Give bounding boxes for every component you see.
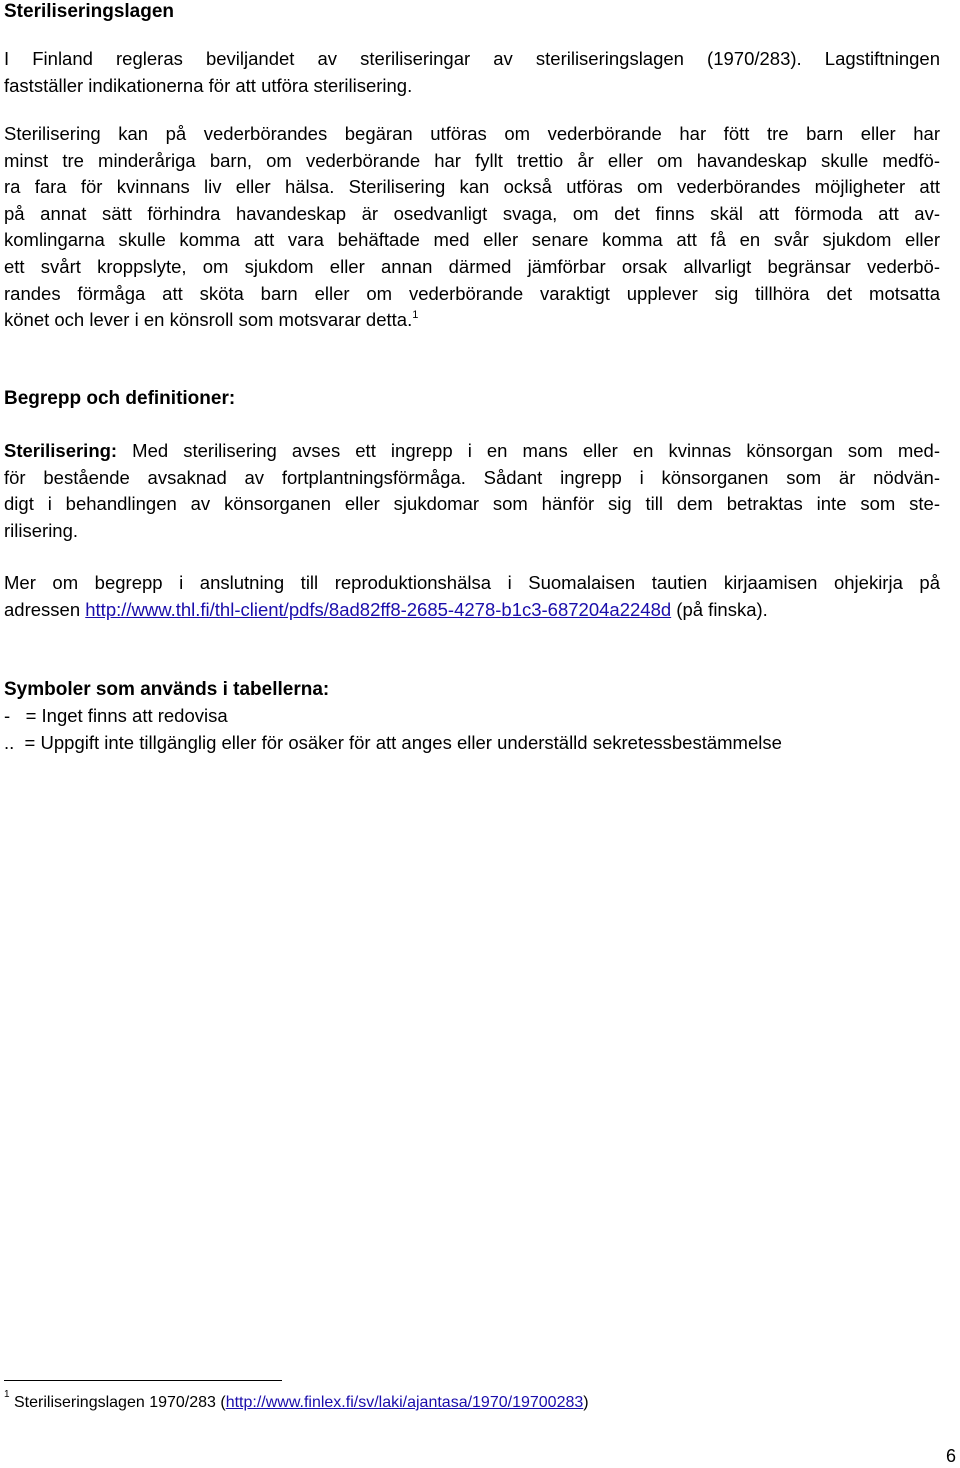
symbol-row-dash: - = Inget finns att redovisa [4,705,228,726]
footnote-reference[interactable]: 1 [412,309,419,322]
text-line [4,438,940,465]
paragraph-indications [4,121,940,334]
footnote-text-suffix: ) [583,1394,589,1411]
paragraph-more-info [4,570,940,623]
paragraph-definition [4,438,940,544]
thl-link[interactable]: http://www.thl.fi/thl-client/pdfs/8ad82ff8-2685-4278-b1c3-687204a2248d [85,598,672,620]
text-line-last [4,307,940,334]
section-heading-steriliseringslagen: Steriliseringslagen [4,1,175,22]
text-line: på annat sätt förhindra havandeskap är osedvanligt svaga, om det finns skäl att förmoda att av- [4,202,940,224]
text-line: rilisering. [4,519,79,541]
text-line: I Finland regleras beviljandet av steriliseringar av steriliseringslagen (1970/283). Lagstiftningen [4,48,940,69]
section-heading-definitions: Begrepp och definitioner: [4,388,236,409]
footnote [4,1389,589,1414]
text-prefix: adressen [4,598,86,620]
section-heading-symbols: Symboler som används i tabellerna: [4,679,330,700]
text-line: randes förmåga att sköta barn eller om vederbörande varaktigt upplever sig tillhöra det motsatta [4,282,940,304]
text-suffix: (på finska). [671,598,768,620]
text-line: Mer om begrepp i anslutning till reproduktionshälsa i Suomalaisen tautien kirjaamisen ohjekirja på [4,572,940,593]
paragraph-intro [4,46,940,99]
finlex-link[interactable]: http://www.finlex.fi/sv/laki/ajantasa/1970/19700283 [225,1394,584,1411]
text-line: ra fara för kvinnans liv eller hälsa. Sterilisering kan också utföras om vederbörandes möjligheter att [4,176,940,198]
footnote-number: 1 [4,1389,10,1400]
text-line: komlingarna skulle komma att vara behäftade med eller senare komma att få en svår sjukdom eller [4,229,940,251]
text-line: ett svårt kroppslyte, om sjukdom eller annan därmed jämförbar orsak allvarligt begränsar vederbö- [4,255,940,277]
text-line: Sterilisering kan på vederbörandes begäran utföras om vederbörande har fött tre barn eller har [4,123,940,144]
page-number: 6 [945,1446,956,1466]
symbol-row-dots: .. = Uppgift inte tillgänglig eller för osäker för att anges eller underställd sekretessbestämmelse [4,732,782,753]
text-line: för bestående avsaknad av fortplantningsförmåga. Sådant ingrepp i könsorganen som är nödvän- [4,466,940,488]
footnote-divider [4,1380,282,1381]
text-line [4,597,940,624]
definition-term: Sterilisering: [4,440,118,461]
footnote-text-prefix: Steriliseringslagen 1970/283 ( [9,1394,226,1411]
text-line-content: könet och lever i en könsroll som motsvarar detta. [4,309,413,331]
text-line: minst tre minderåriga barn, om vederbörande har fyllt trettio år eller om havandeskap skulle medfö- [4,149,940,171]
definition-text: Med sterilisering avses ett ingrepp i en mans eller en kvinnas könsorgan som med- [117,440,940,461]
text-line: fastställer indikationerna för att utföra sterilisering. [4,74,413,96]
text-line: digt i behandlingen av könsorganen eller sjukdomar som hänför sig till dem betraktas inte som ste- [4,493,940,515]
